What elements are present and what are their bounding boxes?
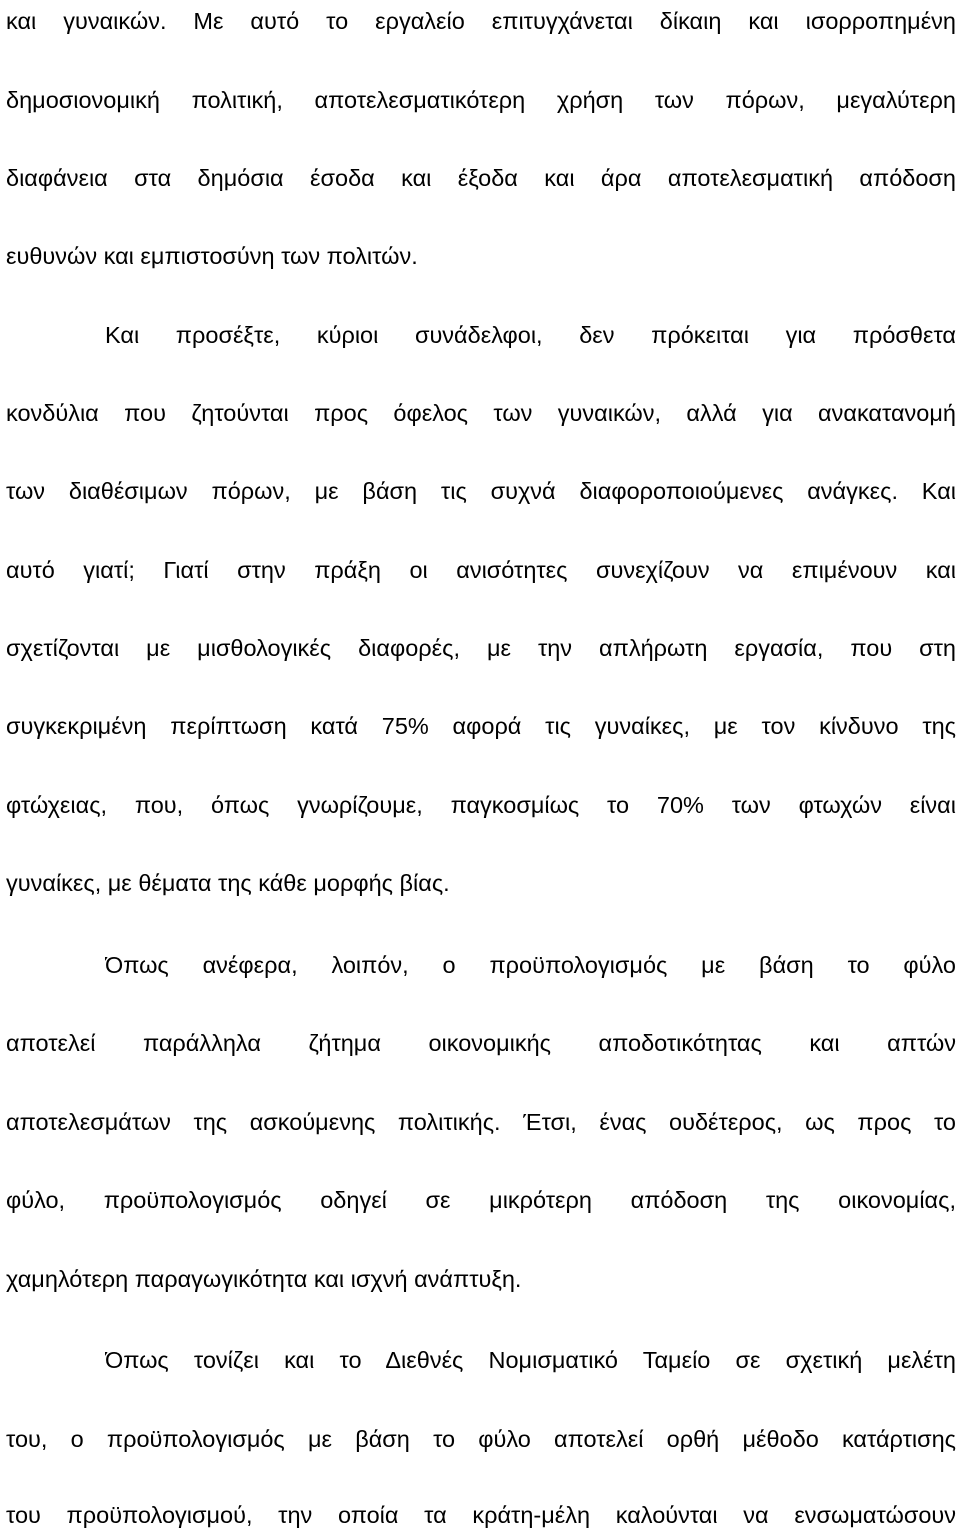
text-line: δημοσιονομική πολιτική, αποτελεσματικότερη χρήση των πόρων, μεγαλύτερη (6, 87, 956, 113)
text-line: σχετίζονται με μισθολογικές διαφορές, με την απλήρωτη εργασία, που στη (6, 635, 956, 661)
text-line: αυτό γιατί; Γιατί στην πράξη οι ανισότητες συνεχίζουν να επιμένουν και (6, 557, 956, 583)
text-line: αποτελεί παράλληλα ζήτημα οικονομικής αποδοτικότητας και απτών (6, 1030, 956, 1056)
text-line: αποτελεσμάτων της ασκούμενης πολιτικής. Έτσι, ένας ουδέτερος, ως προς το (6, 1109, 956, 1135)
text-line: και γυναικών. Με αυτό το εργαλείο επιτυγχάνεται δίκαιη και ισορροπημένη (6, 8, 956, 34)
text-line: συγκεκριμένη περίπτωση κατά 75% αφορά τις γυναίκες, με τον κίνδυνο της (6, 713, 956, 739)
paragraph-first-line: Όπως ανέφερα, λοιπόν, ο προϋπολογισμός με βάση το φύλο (105, 952, 956, 978)
text-line: γυναίκες, με θέματα της κάθε μορφής βίας. (6, 870, 450, 896)
text-line: του, ο προϋπολογισμός με βάση το φύλο αποτελεί ορθή μέθοδο κατάρτισης (6, 1426, 956, 1452)
text-line: των διαθέσιμων πόρων, με βάση τις συχνά διαφοροποιούμενες ανάγκες. Και (6, 478, 956, 504)
text-line: του προϋπολογισμού, την οποία τα κράτη-μέλη καλούνται να ενσωματώσουν (6, 1502, 956, 1528)
text-line: φύλο, προϋπολογισμός οδηγεί σε μικρότερη απόδοση της οικονομίας, (6, 1187, 956, 1213)
text-line: διαφάνεια στα δημόσια έσοδα και έξοδα και άρα αποτελεσματική απόδοση (6, 165, 956, 191)
paragraph-first-line: Όπως τονίζει και το Διεθνές Νομισματικό Ταμείο σε σχετική μελέτη (105, 1347, 956, 1373)
paragraph-first-line: Και προσέξτε, κύριοι συνάδελφοι, δεν πρόκειται για πρόσθετα (105, 322, 956, 348)
text-line: ευθυνών και εμπιστοσύνη των πολιτών. (6, 243, 418, 269)
text-line: κονδύλια που ζητούνται προς όφελος των γυναικών, αλλά για ανακατανομή (6, 400, 956, 426)
text-line: φτώχειας, που, όπως γνωρίζουμε, παγκοσμίως το 70% των φτωχών είναι (6, 792, 956, 818)
text-line: χαμηλότερη παραγωγικότητα και ισχνή ανάπτυξη. (6, 1266, 522, 1292)
